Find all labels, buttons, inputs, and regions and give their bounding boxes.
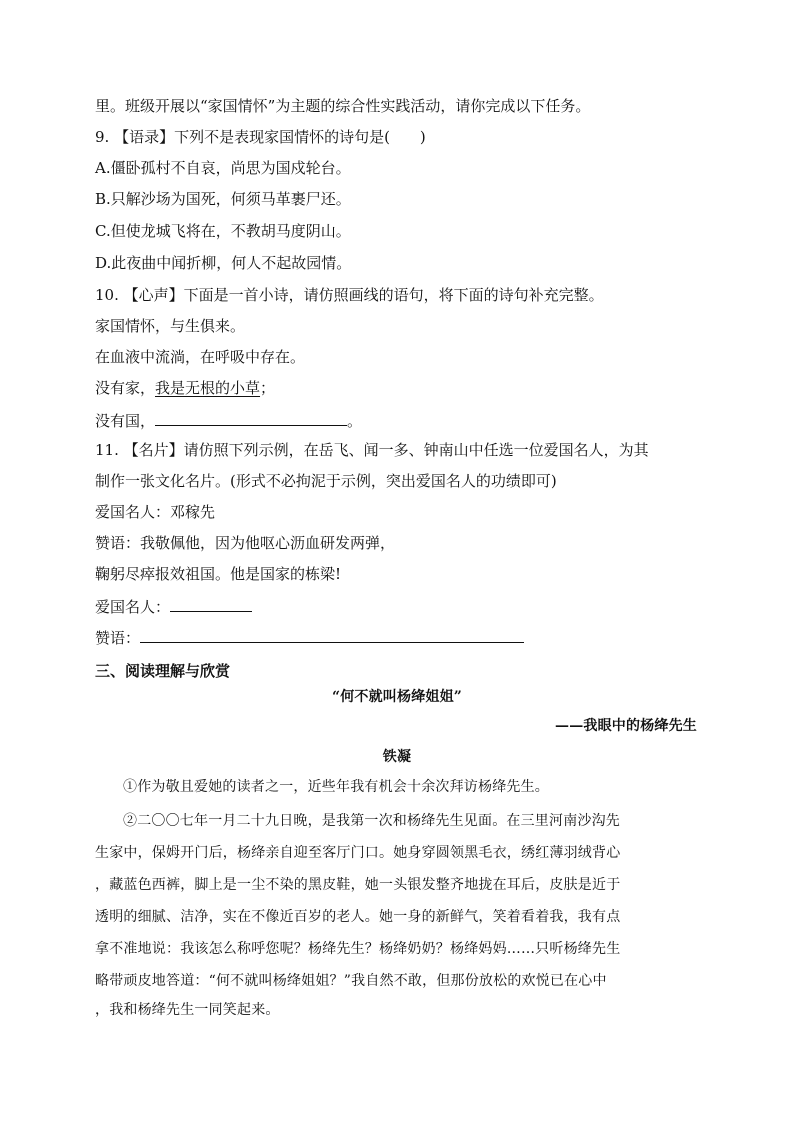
paragraph-2-line-4: 透明的细腻、洁净，实在不像近百岁的老人。她一身的新鲜气，笑着看着我，我有点 — [95, 909, 621, 925]
poem-line-4 — [95, 409, 362, 431]
underlined-example-phrase: 我是无根的小草 — [155, 379, 261, 397]
paragraph-2-line-1: ②二〇〇七年一月二十九日晚，是我第一次和杨绛先生见面。在三里河南沙沟先 — [123, 813, 620, 829]
poem-line-4-prefix: 没有国， — [95, 412, 156, 430]
paragraph-2-line-6: 略带顽皮地答道：“何不就叫杨绛姐姐？”我自然不敢，但那份放松的欢悦已在心中 — [95, 973, 607, 989]
q9-option-d: D.此夜曲中闻折柳，何人不起故园情。 — [95, 254, 352, 272]
intro-text: 里。班级开展以“家国情怀”为主题的综合性实践活动，请你完成以下任务。 — [95, 97, 591, 115]
example-patriot-name: 爱国名人：邓稼先 — [95, 503, 216, 521]
article-author: 铁凝 — [382, 749, 412, 765]
q9-option-c: C.但使龙城飞将在，不教胡马度阴山。 — [95, 222, 351, 240]
question-10-stem: 10. 【心声】下面是一首小诗，请仿照画线的语句，将下面的诗句补充完整。 — [95, 286, 604, 304]
poem-line-3-suffix: ； — [260, 379, 276, 397]
article-subtitle: ——我眼中的杨绛先生 — [555, 718, 697, 734]
paragraph-2-line-2: 生家中，保姆开门后，杨绛亲自迎至客厅门口。她身穿圆领黑毛衣，绣红薄羽绒背心 — [95, 845, 621, 861]
paragraph-2-line-5: 拿不准地说：我该怎么称呼您呢？杨绛先生？杨绛奶奶？杨绛妈妈……只听杨绛先生 — [95, 941, 621, 957]
praise-answer-blank[interactable] — [140, 626, 524, 643]
paragraph-2-line-7: ，我和杨绛先生一同笑起来。 — [95, 1002, 280, 1018]
paragraph-1: ①作为敬且爱她的读者之一，近些年我有机会十余次拜访杨绛先生。 — [123, 779, 549, 795]
answer-name-label: 爱国名人： — [95, 598, 171, 616]
answer-praise-label: 赞语： — [95, 629, 141, 647]
question-9-stem: 9. 【语录】下列不是表现家国情怀的诗句是( ) — [95, 128, 426, 146]
patriot-name-blank[interactable] — [170, 595, 252, 612]
poem-line-4-suffix: 。 — [347, 412, 363, 430]
section-3-heading: 三、阅读理解与欣赏 — [95, 662, 231, 680]
answer-patriot-name — [95, 595, 252, 617]
example-praise-line-1: 赞语：我敬佩他，因为他呕心沥血研发两弹， — [95, 534, 396, 552]
poem-answer-blank[interactable] — [155, 409, 347, 426]
poem-line-1: 家国情怀，与生俱来。 — [95, 317, 246, 335]
article-title: “何不就叫杨绛姐姐” — [331, 689, 463, 705]
q9-option-b: B.只解沙场为国死，何须马革裹尸还。 — [95, 190, 351, 208]
poem-line-3 — [95, 378, 275, 398]
question-11-stem-line-1: 11. 【名片】请仿照下列示例，在岳飞、闻一多、钟南山中任选一位爱国名人，为其 — [95, 441, 649, 459]
question-11-stem-line-2: 制作一张文化名片。(形式不必拘泥于示例，突出爱国名人的功绩即可) — [95, 472, 557, 490]
poem-line-2: 在血液中流淌，在呼吸中存在。 — [95, 348, 306, 366]
example-praise-line-2: 鞠躬尽瘁报效祖国。他是国家的栋梁! — [95, 565, 342, 583]
q9-option-a: A.僵卧孤村不自哀，尚思为国戍轮台。 — [95, 159, 351, 177]
paragraph-2-line-3: ，藏蓝色西裤，脚上是一尘不染的黑皮鞋，她一头银发整齐地拢在耳后，皮肤是近于 — [95, 877, 621, 893]
answer-praise — [95, 626, 524, 648]
poem-line-3-prefix: 没有家， — [95, 379, 156, 397]
